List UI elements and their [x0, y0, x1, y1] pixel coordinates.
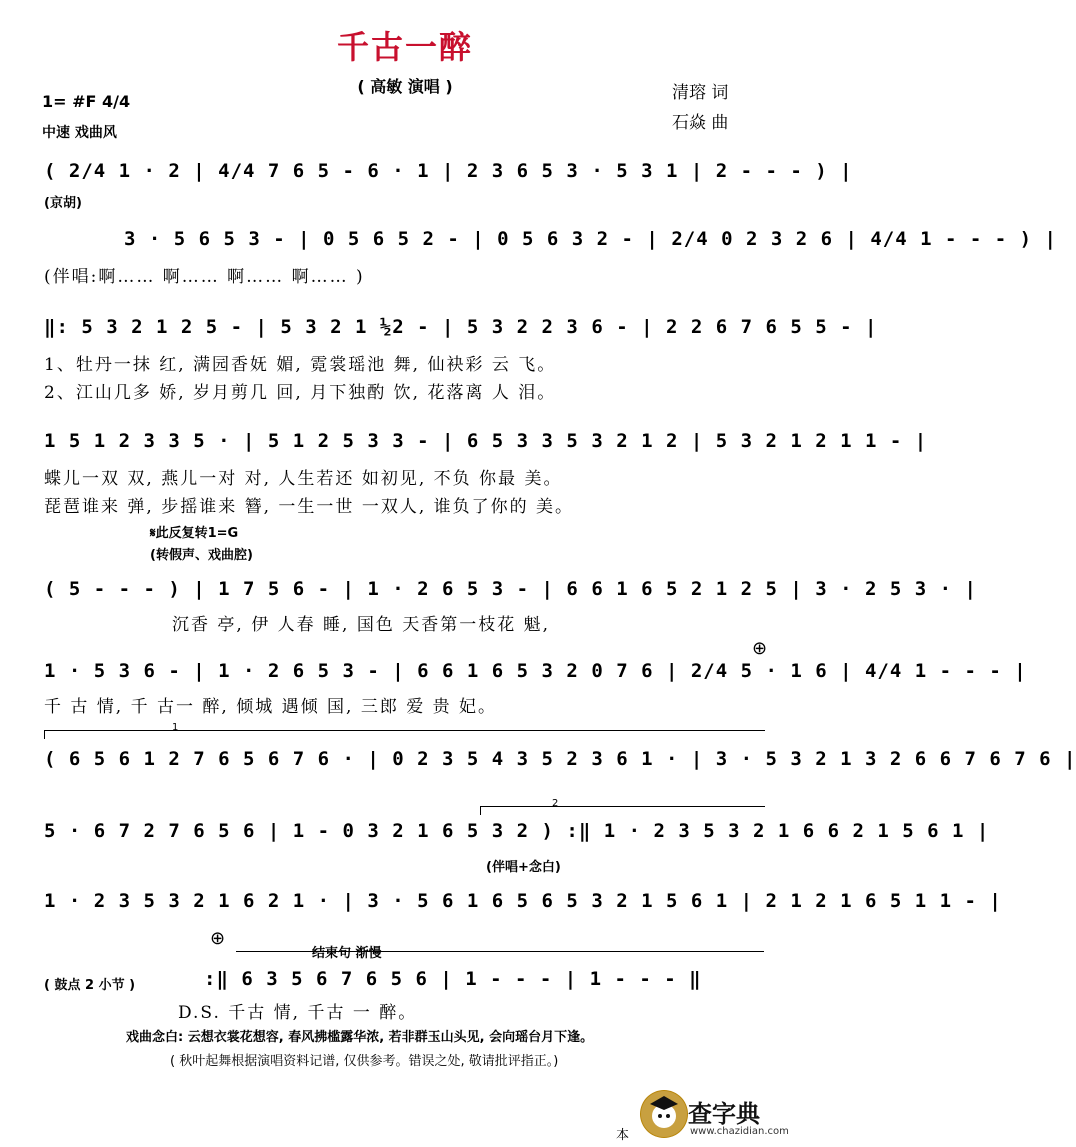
score-line-5: ( 5 - - - ) | 1 7 5 6 - | 1 · 2 6 5 3 - | 6 6 1 6 5 2 1 2 5 | 3 · 2 5 3 · | [44, 578, 977, 600]
volta-1-bracket [44, 730, 765, 739]
ending-label: 结束句 渐慢 [312, 946, 382, 961]
key-signature: 1= #F 4/4 [42, 92, 131, 111]
score-line-2: 3 · 5 6 5 3 - | 0 5 6 5 2 - | 0 5 6 3 2 - | 2/4 0 2 3 2 6 | 4/4 1 - - - ) | [124, 228, 1057, 250]
score-line-1: ( 2/4 1 · 2 | 4/4 7 6 5 - 6 · 1 | 2 3 6 5 3 · 5 3 1 | 2 - - - ) | [44, 160, 853, 182]
score-line-9: 1 · 2 3 5 3 2 1 6 2 1 · | 3 · 5 6 1 6 5 6 5 3 2 1 5 6 1 | 2 1 2 1 6 5 1 1 - | [44, 890, 1002, 912]
lyric-line-5: 沉香 亭, 伊 人春 睡, 国色 天香第一枝花 魁, [172, 615, 551, 635]
score-line-8: 5 · 6 7 2 7 6 5 6 | 1 - 0 3 2 1 6 5 3 2 ) :‖ 1 · 2 3 5 3 2 1 6 6 2 1 5 6 1 | [44, 820, 990, 842]
score-line-3: ‖: 5 3 2 1 2 5 - | 5 3 2 1 ½2 - | 5 3 2 2 3 6 - | 2 2 6 7 6 5 5 - | [44, 316, 878, 338]
score-line-4: 1 5 1 2 3 3 5 · | 5 1 2 5 3 3 - | 6 5 3 3 5 3 2 1 2 | 5 3 2 1 2 1 1 - | [44, 430, 928, 452]
backing-label: (伴唱+念白) [486, 860, 561, 875]
page-title: 千古一醉 [336, 28, 473, 66]
lyric-line-2: (伴唱:啊…… 啊…… 啊…… 啊…… ) [44, 267, 365, 287]
watermark-prefix: 本 [616, 1128, 630, 1143]
lyric-line-4-verse-1: 蝶儿一双 双, 燕儿一对 对, 人生若还 如初见, 不负 你最 美。 [44, 469, 563, 489]
watermark-url: www.chazidian.com [690, 1126, 789, 1137]
ending-rule [236, 951, 764, 952]
lyric-line-10: D.S. 千古 情, 千古 一 醉。 [178, 1003, 418, 1023]
volta-2-label: 2 [552, 798, 559, 809]
watermark-name: 查字典 [688, 1100, 760, 1128]
tempo-marking: 中速 戏曲风 [42, 125, 117, 141]
repeat-note: 𝄋此反复转1=G [150, 526, 239, 541]
footnote: ( 秋叶起舞根据演唱资料记谱, 仅供参考。错误之处, 敬请批评指正。) [170, 1054, 559, 1069]
lyricist-credit: 清瑢 词 [672, 83, 729, 103]
watermark-logo-icon [640, 1090, 688, 1138]
composer-credit: 石焱 曲 [672, 113, 729, 133]
drum-intro-label: ( 鼓点 2 小节 ) [44, 978, 136, 993]
instrument-label: (京胡) [44, 196, 82, 211]
score-line-7: ( 6 5 6 1 2 7 6 5 6 7 6 · | 0 2 3 5 4 3 5 2 3 6 1 · | 3 · 5 3 2 1 3 2 6 6 7 6 7 6 | [44, 748, 1076, 770]
volta-1-label: 1 [172, 722, 179, 733]
score-line-10: :‖ 6 3 5 6 7 6 5 6 | 1 - - - | 1 - - - ‖ [204, 968, 702, 990]
score-line-6: 1 · 5 3 6 - | 1 · 2 6 5 3 - | 6 6 1 6 5 3 2 0 7 6 | 2/4 5 · 1 6 | 4/4 1 - - - | [44, 660, 1027, 682]
lyric-line-3-verse-2: 2、江山几多 娇, 岁月剪几 回, 月下独酌 饮, 花落离 人 泪。 [44, 383, 557, 403]
singer-credit: ( 高敏 演唱 ) [357, 77, 453, 96]
lyric-line-4-verse-2: 琵琶谁来 弹, 步摇谁来 簪, 一生一世 一双人, 谁负了你的 美。 [44, 497, 575, 517]
recitation-text: 戏曲念白: 云想衣裳花想容, 春风拂槛露华浓, 若非群玉山头见, 会向瑶台月下逢。 [126, 1030, 594, 1045]
lyric-line-6: 千 古 情, 千 古一 醉, 倾城 遇倾 国, 三郎 爱 贵 妃。 [44, 697, 498, 717]
coda-sign-icon: ⊕ [210, 928, 226, 949]
falsetto-note: (转假声、戏曲腔) [150, 548, 253, 563]
volta-2-bracket [480, 806, 765, 815]
coda-sign-icon: ⊕ [752, 638, 768, 659]
lyric-line-3-verse-1: 1、牡丹一抹 红, 满园香妩 媚, 霓裳瑶池 舞, 仙袂彩 云 飞。 [44, 355, 557, 375]
